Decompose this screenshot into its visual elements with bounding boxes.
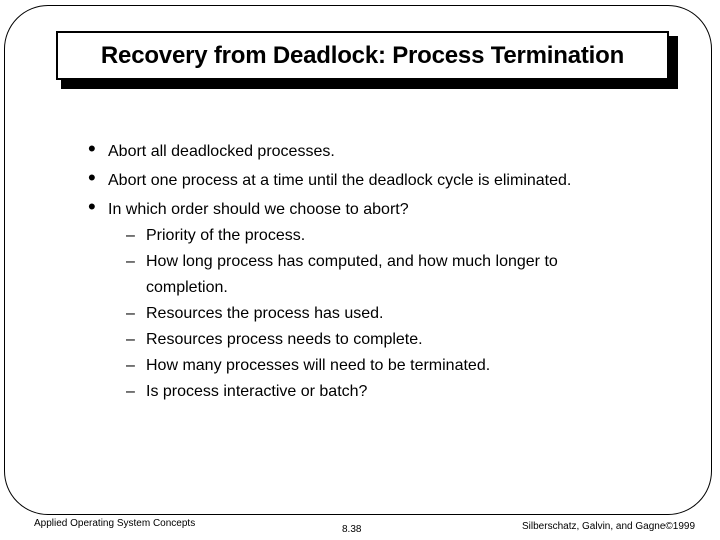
bullet-dot-icon: • (88, 165, 96, 190)
dash-icon: – (126, 305, 135, 322)
sub-item (126, 379, 688, 405)
dash-icon: – (126, 357, 135, 374)
sub-item-text: How many processes will need to be terminated. (146, 357, 491, 374)
sub-item (126, 249, 688, 301)
title-box (56, 31, 669, 80)
bullet-text: In which order should we choose to abort? (108, 201, 409, 218)
dash-icon: – (126, 227, 135, 244)
slide-content (88, 136, 688, 405)
sub-item (126, 223, 688, 249)
dash-icon: – (126, 331, 135, 348)
bullet-item (88, 165, 688, 197)
bullet-text: Abort one process at a time until the deadlock cycle is eliminated. (108, 172, 572, 189)
bullet-text: Abort all deadlocked processes. (108, 143, 335, 160)
sub-item (126, 353, 688, 379)
sub-item (126, 301, 688, 327)
sub-item-text: Is process interactive or batch? (146, 383, 368, 400)
dash-icon: – (126, 253, 135, 270)
sub-list (126, 223, 688, 405)
sub-item-text: Resources process needs to complete. (146, 331, 423, 348)
footer-credit: Silberschatz, Galvin, and Gagne©1999 (522, 521, 696, 532)
footer-page-number: 8.38 (342, 524, 362, 535)
slide-title: Recovery from Deadlock: Process Termination (100, 41, 625, 69)
bullet-item (88, 136, 688, 168)
bullet-dot-icon: • (88, 194, 96, 219)
dash-icon: – (126, 383, 135, 400)
sub-item (126, 327, 688, 353)
bullet-item (88, 194, 688, 223)
sub-item-text: How long process has computed, and how much longer to completion. (146, 253, 558, 296)
sub-item-text: Priority of the process. (146, 227, 306, 244)
bullet-dot-icon: • (88, 136, 96, 161)
sub-item-text: Resources the process has used. (146, 305, 384, 322)
footer-course: Applied Operating System Concepts (34, 518, 196, 529)
